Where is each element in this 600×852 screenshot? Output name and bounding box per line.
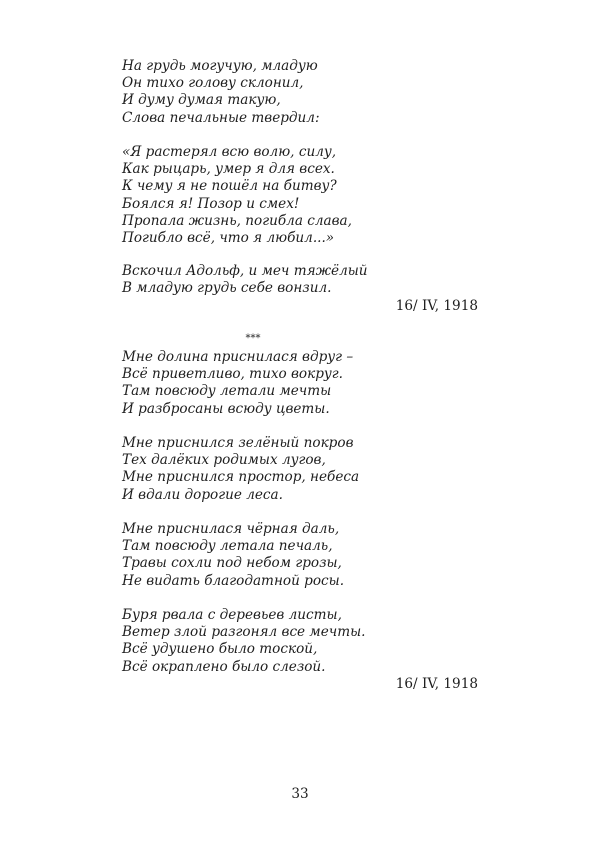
poem-line: Тех далёких родимых лугов,: [122, 452, 326, 469]
stanza: [122, 521, 344, 590]
stanza: [122, 144, 352, 247]
poem-line: Боялся я! Позор и смех!: [122, 195, 300, 212]
poem-line: Всё окраплено было слезой.: [122, 658, 326, 675]
stanza: [122, 349, 353, 418]
poem-line: Травы сохли под небом грозы,: [122, 555, 342, 572]
stanza: [122, 607, 365, 676]
poem-line: Буря рвала с деревьев листы,: [122, 607, 342, 623]
poem-line: К чему я не пошёл на битву?: [122, 178, 337, 195]
poem-line: В младую грудь себе вонзил.: [122, 280, 332, 297]
stanza: [122, 263, 368, 297]
poem-line: Он тихо голову склонил,: [122, 75, 304, 92]
poem-line: Как рыцарь, умер я для всех.: [122, 161, 335, 178]
poem-line: Мне приснилася чёрная даль,: [122, 521, 340, 537]
poem-line: Пропала жизнь, погибла слава,: [122, 212, 352, 229]
poem-line: Мне долина приснилася вдруг –: [122, 349, 354, 365]
poem-line: Погибло всё, что я любил...»: [122, 230, 335, 247]
poem-date: 16/ IV, 1918: [395, 676, 478, 692]
poem-line: Мне приснился зелёный покров: [122, 435, 354, 451]
poem-line: «Я растерял всю волю, силу,: [122, 144, 337, 160]
poem-line: Всё удушено было тоской,: [122, 641, 318, 658]
page-number: 33: [291, 786, 309, 802]
poem-date: 16/ IV, 1918: [395, 298, 478, 314]
poem-line: Вскочил Адольф, и меч тяжёлый: [122, 263, 368, 279]
poem-line: Там повсюду летала печаль,: [122, 538, 333, 555]
poem-line: Ветер злой разгонял все мечты.: [122, 624, 366, 641]
poem-line: Всё приветливо, тихо вокруг.: [122, 366, 343, 383]
poem-line: И вдали дорогие леса.: [122, 486, 283, 503]
poem-line: Слова печальные твердил:: [122, 109, 320, 126]
stanza: [122, 58, 320, 127]
section-separator: ***: [245, 333, 261, 344]
poem-line: Там повсюду летали мечты: [122, 383, 332, 400]
poem-line: Не видать благодатной росы.: [122, 572, 345, 589]
stanza: [122, 435, 359, 504]
poem-line: И разбросаны всюду цветы.: [122, 400, 330, 417]
poem-line: И думу думая такую,: [122, 92, 281, 109]
poem-line: Мне приснился простор, небеса: [122, 469, 360, 486]
poem-line: На грудь могучую, младую: [122, 58, 318, 74]
